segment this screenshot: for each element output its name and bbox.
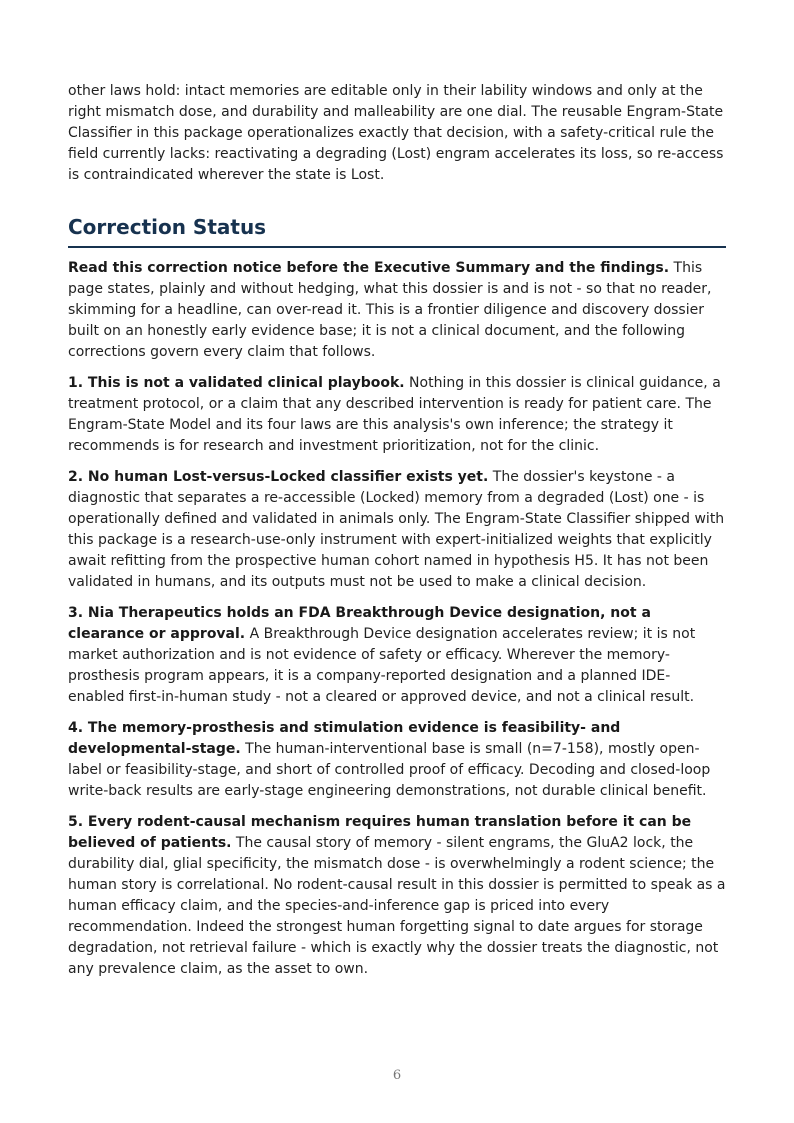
correction-item-2 xyxy=(68,467,726,593)
paragraph-body: A Breakthrough Device designation accelerates review; it is not market authorization and is not evidence of safety or efficacy. Wherever the memory-prosthesis program appears, it is a company-reported designation and a planned IDE-enabled first-in-human study - not a cleared or approved device, and not a clinical result. xyxy=(68,626,696,705)
section-heading: Correction Status xyxy=(68,213,726,248)
paragraph-body: This page states, plainly and without hedging, what this dossier is and is not - so that no reader, skimming for a headline, can over-read it. This is a frontier diligence and discovery dossier built on an honestly early evidence base; it is not a clinical document, and the following corrections govern every claim that follows. xyxy=(68,260,712,360)
intro-paragraph: other laws hold: intact memories are editable only in their lability windows and only at the right mismatch dose, and durability and malleability are one dial. The reusable Engram-State Classifier in this package operationalizes exactly that decision, with a safety-critical rule the field currently lacks: reactivating a degrading (Lost) engram accelerates its loss, so re-access is contraindicated wherever the state is Lost. xyxy=(68,83,724,183)
paragraph-lead: 4. The memory-prosthesis and stimulation evidence is feasibility- and developmental-stage. xyxy=(68,720,621,757)
page-number: 6 xyxy=(392,1068,402,1083)
paragraph-lead: 3. Nia Therapeutics holds an FDA Breakthrough Device designation, not a clearance or approval. xyxy=(68,605,651,642)
paragraph-body: The human-interventional base is small (n=7-158), mostly open-label or feasibility-stage, and short of controlled proof of efficacy. Decoding and closed-loop write-back results are early-stage engineering demonstrations, not durable clinical benefit. xyxy=(68,741,711,799)
paragraph-body: The causal story of memory - silent engrams, the GluA2 lock, the durability dial, glial specificity, the mismatch dose - is overwhelmingly a rodent science; the human story is correlational. No rodent-causal result in this dossier is permitted to speak as a human efficacy claim, and the species-and-inference gap is priced into every recommendation. Indeed the strongest human forgetting signal to date argues for storage degradation, not retrieval failure - which is exactly why the dossier treats the diagnostic, not any prevalence claim, as the asset to own. xyxy=(68,835,726,977)
correction-item-3 xyxy=(68,603,726,708)
paragraph-lead: 5. Every rodent-causal mechanism requires human translation before it can be believed of patients. xyxy=(68,814,692,851)
paragraph-body: Nothing in this dossier is clinical guidance, a treatment protocol, or a claim that any described intervention is ready for patient care. The Engram-State Model and its four laws are this analysis's own inference; the strategy it recommends is for research and investment prioritization, not for the clinic. xyxy=(68,375,721,454)
paragraph-body: The dossier's keystone - a diagnostic that separates a re-accessible (Locked) memory from a degraded (Lost) one - is operationally defined and validated in animals only. The Engram-State Classifier shipped with this package is a research-use-only instrument with expert-initialized weights that explicitly await refitting from the prospective human cohort named in hypothesis H5. It has not been validated in humans, and its outputs must not be used to make a clinical decision. xyxy=(68,469,725,590)
correction-item-5 xyxy=(68,812,726,980)
correction-item-4 xyxy=(68,718,726,802)
paragraph-lead: 2. No human Lost-versus-Locked classifier exists yet. xyxy=(68,469,489,485)
page-content xyxy=(68,81,726,990)
correction-item-1 xyxy=(68,373,726,457)
correction-notice-paragraph xyxy=(68,258,726,363)
paragraph-lead: Read this correction notice before the Executive Summary and the findings. xyxy=(68,260,670,276)
paragraph-lead: 1. This is not a validated clinical playbook. xyxy=(68,375,405,391)
